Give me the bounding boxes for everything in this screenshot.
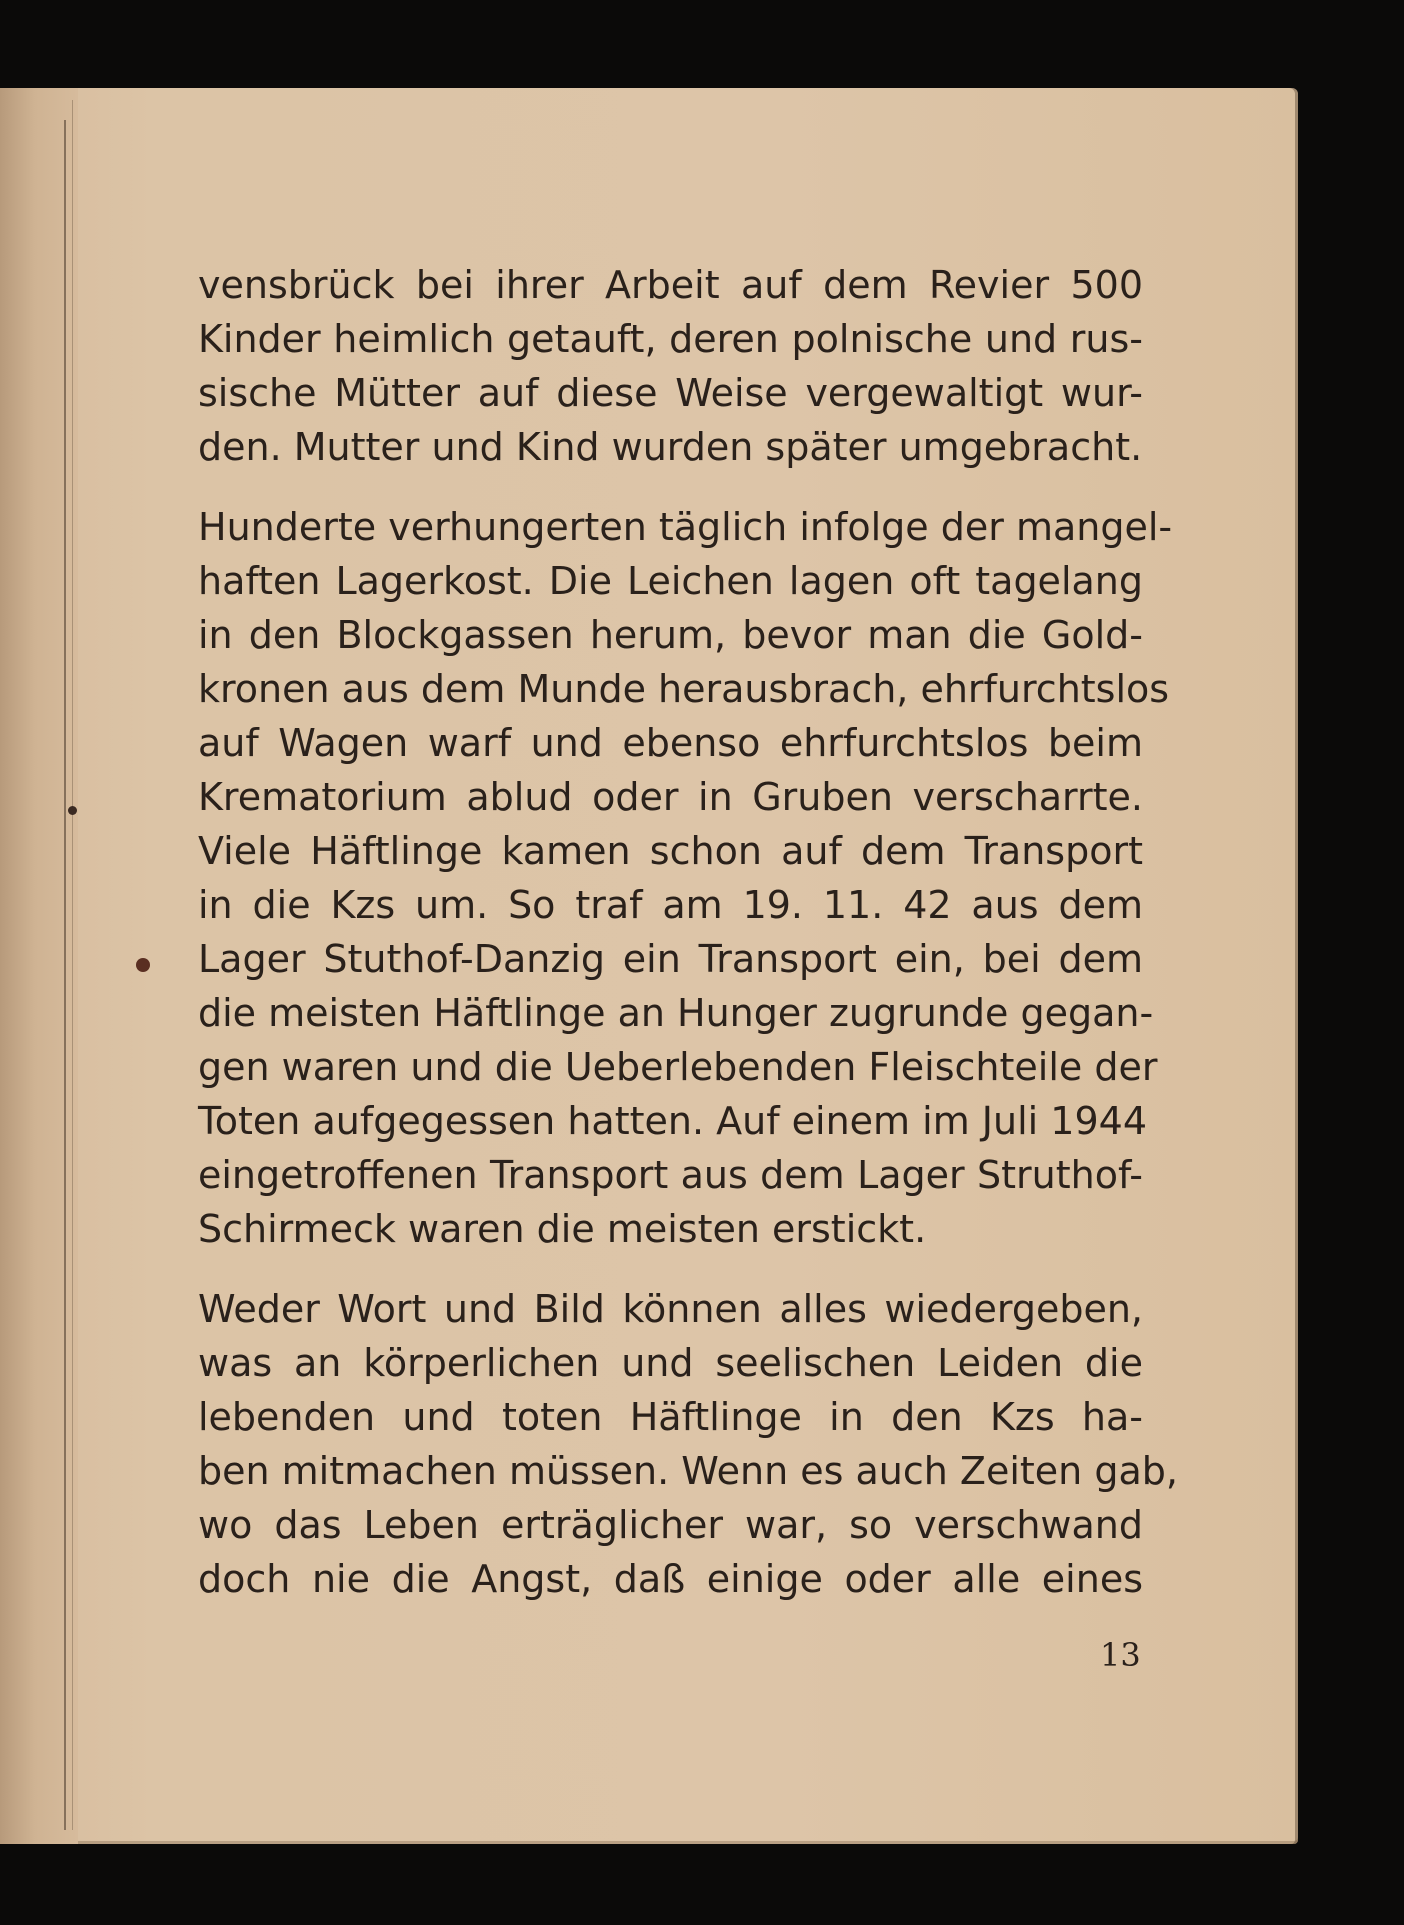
text-line: in die Kzs um. So traf am 19. 11. 42 aus dem [198,883,1143,927]
text-line: wo das Leben erträglicher war, so verschwand [198,1503,1143,1547]
text-line: Hunderte verhungerten täglich infolge der mangel- [198,505,1173,549]
text-line: Krematorium ablud oder in Gruben verscharrte. [198,775,1143,819]
paragraph [198,1282,1178,1606]
text-line: lebenden und toten Häftlinge in den Kzs ha- [198,1395,1143,1439]
text-line: Toten aufgegessen hatten. Auf einem im Juli 1944 [198,1099,1147,1143]
text-line: was an körperlichen und seelischen Leiden die [198,1341,1143,1385]
text-line: vensbrück bei ihrer Arbeit auf dem Revier 500 [198,263,1143,307]
text-line: gen waren und die Ueberlebenden Fleischteile der [198,1045,1158,1089]
text-line: Schirmeck waren die meisten erstickt. [198,1207,927,1251]
text-line: Weder Wort und Bild können alles wiedergeben, [198,1287,1143,1331]
binding-line [64,120,66,1830]
text-line: Viele Häftlinge kamen schon auf dem Transport [198,829,1143,873]
paragraph [198,500,1173,1256]
book-gutter [0,88,78,1844]
text-line: in den Blockgassen herum, bevor man die Gold- [198,613,1143,657]
text-line: ben mitmachen müssen. Wenn es auch Zeiten gab, [198,1449,1178,1493]
binding-line-inner [72,100,73,1830]
text-line: den. Mutter und Kind wurden später umgebracht. [198,425,1143,469]
text-line: Kinder heimlich getauft, deren polnische und rus- [198,317,1143,361]
text-line: eingetroffenen Transport aus dem Lager Struthof- [198,1153,1143,1197]
page-number: 13 [1100,1636,1141,1674]
body-text [198,258,1178,1632]
ink-spot [136,958,150,972]
text-line: sische Mütter auf diese Weise vergewaltigt wur- [198,371,1143,415]
text-line: auf Wagen warf und ebenso ehrfurchtslos beim [198,721,1143,765]
paragraph [198,258,1143,474]
text-line: Lager Stuthof-Danzig ein Transport ein, bei dem [198,937,1143,981]
ink-spot [68,806,77,815]
text-line: die meisten Häftlinge an Hunger zugrunde gegan- [198,991,1154,1035]
text-line: kronen aus dem Munde herausbrach, ehrfurchtslos [198,667,1170,711]
text-line: doch nie die Angst, daß einige oder alle eines [198,1557,1143,1601]
text-line: haften Lagerkost. Die Leichen lagen oft tagelang [198,559,1143,603]
